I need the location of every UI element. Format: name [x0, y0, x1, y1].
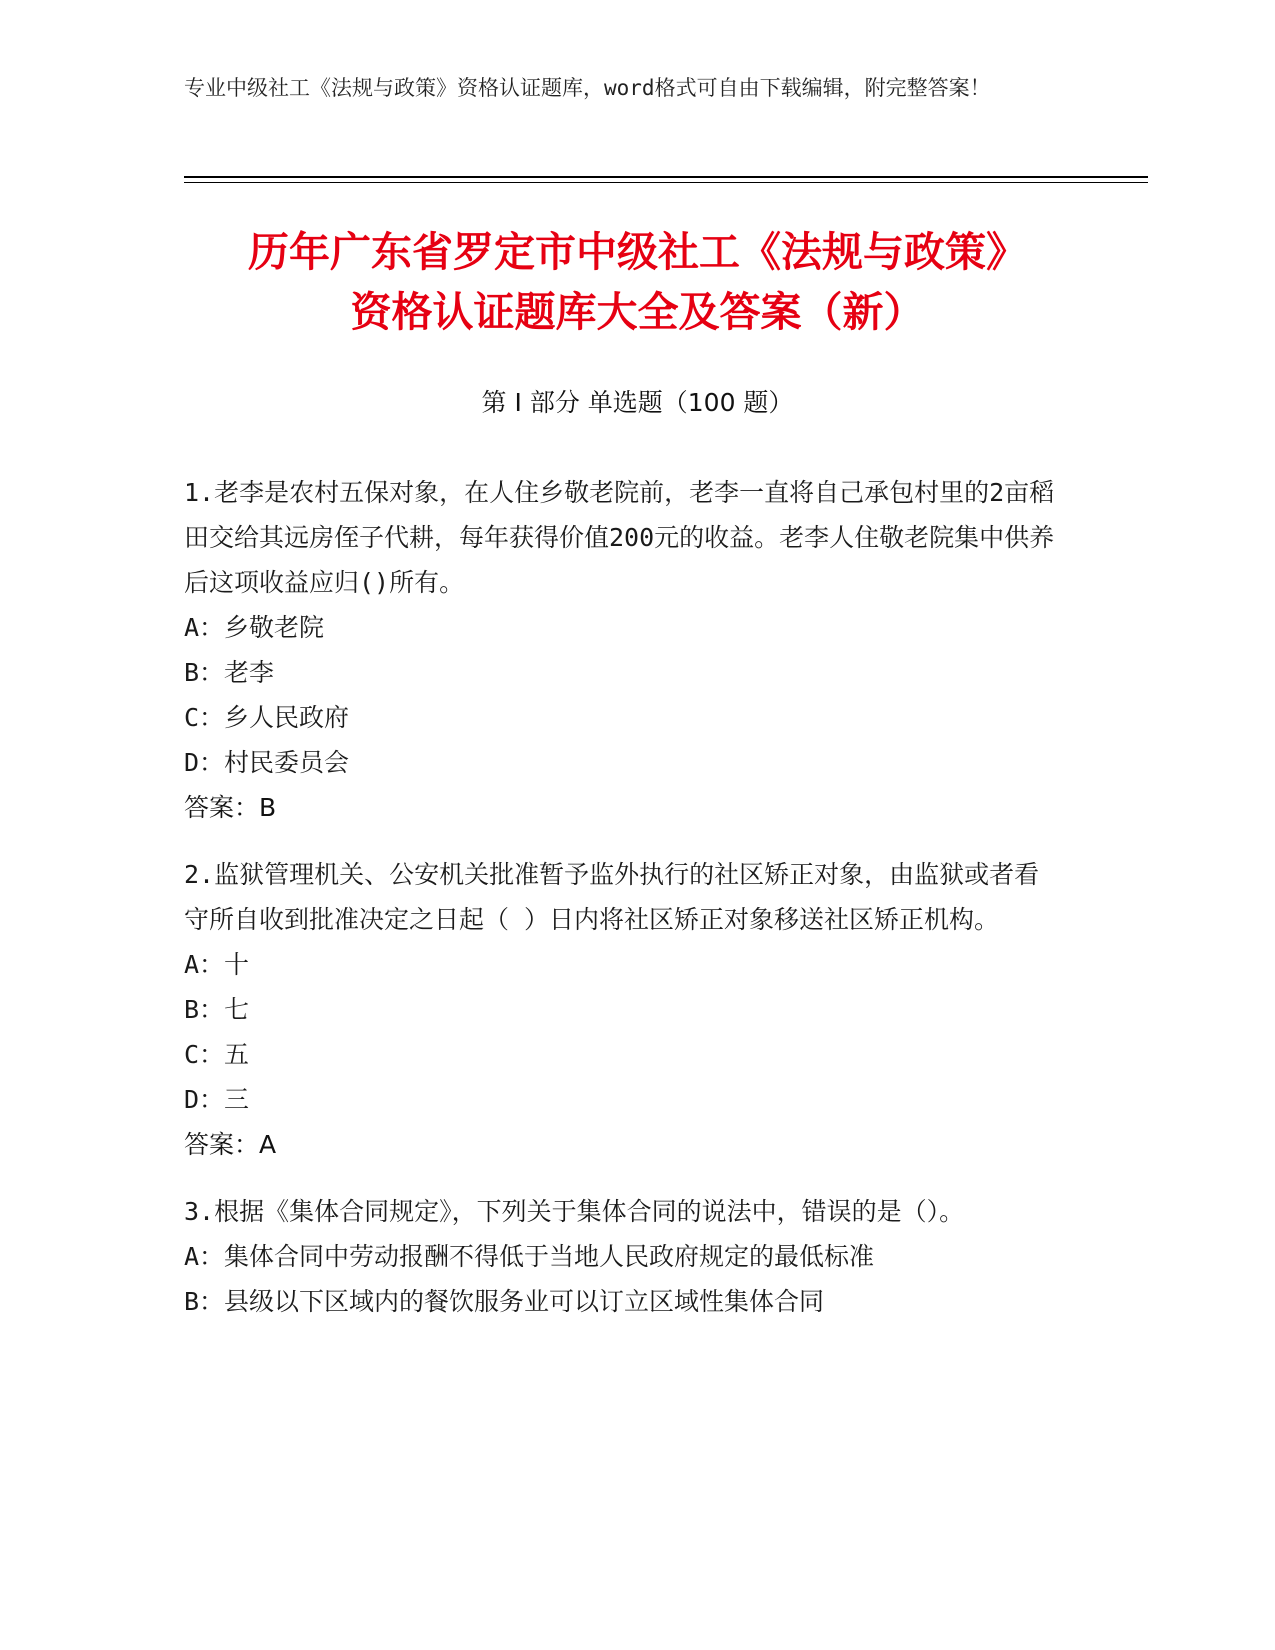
option-d: D：村民委员会 — [184, 748, 350, 777]
question-stem: 2.监狱管理机关、公安机关批准暂予监外执行的社区矫正对象，由监狱或者看守所自收到批准决定之日起（ ）日内将社区矫正对象移送社区矫正机构。 — [184, 860, 1040, 934]
option-c: C：乡人民政府 — [184, 703, 350, 732]
question-list — [184, 470, 1064, 1346]
header-note: 专业中级社工《法规与政策》资格认证题库，word格式可自由下载编辑，附完整答案！ — [184, 76, 991, 100]
question-3 — [184, 1189, 1064, 1324]
option-b: B：老李 — [184, 658, 275, 687]
header-rule-thin — [184, 182, 1148, 183]
option-a: A：乡敬老院 — [184, 613, 325, 642]
option-b: B：七 — [184, 995, 250, 1024]
question-1 — [184, 470, 1064, 830]
option-d: D：三 — [184, 1085, 250, 1114]
document-title-line-2: 资格认证题库大全及答案（新） — [350, 288, 925, 336]
question-2 — [184, 852, 1064, 1167]
document-title-line-1: 历年广东省罗定市中级社工《法规与政策》 — [248, 228, 1027, 276]
option-a: A：十 — [184, 950, 250, 979]
section-heading: 第 I 部分 单选题（100 题） — [481, 388, 794, 417]
option-c: C：五 — [184, 1040, 250, 1069]
option-b: B：县级以下区域内的餐饮服务业可以订立区域性集体合同 — [184, 1287, 825, 1316]
document-title — [130, 222, 1145, 342]
question-stem: 3.根据《集体合同规定》，下列关于集体合同的说法中，错误的是（）。 — [184, 1197, 965, 1226]
header-rule-thick — [184, 176, 1148, 178]
answer: 答案：A — [184, 1130, 277, 1159]
answer: 答案：B — [184, 793, 277, 822]
option-a: A：集体合同中劳动报酬不得低于当地人民政府规定的最低标准 — [184, 1242, 875, 1271]
question-stem: 1.老李是农村五保对象，在人住乡敬老院前，老李一直将自己承包村里的2亩稻田交给其远房侄子代耕，每年获得价值200元的收益。老李人住敬老院集中供养后这项收益应归()所有。 — [184, 478, 1055, 597]
